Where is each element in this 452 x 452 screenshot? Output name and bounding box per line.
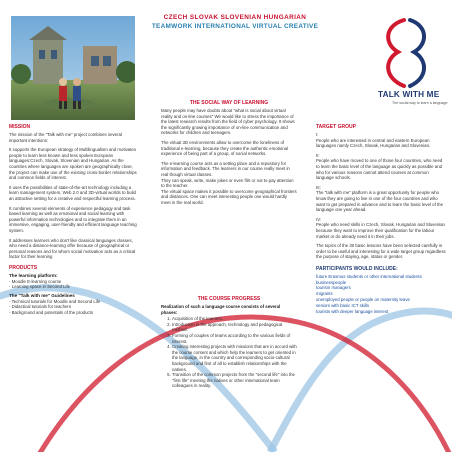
mission-paragraph-2: It supports the European strategy of Multilingualism and motivates people to learn less known and less spoken European languages:Czech, Slovak, Slovenian and Hungarian. As the countries where languages are spoken are geographically close, the project can make use of the existing cross-border relationships and common fields of interest. xyxy=(9,147,137,181)
virtual-world-photo xyxy=(11,16,135,120)
list-item: - Technical tutorials for Moodle and Second Life xyxy=(9,298,101,304)
list-item: tourists with deeper language interest xyxy=(316,308,389,314)
social-paragraph-4: They can speak, write, make jokes or even flirt or not to pay attention to the teacher. xyxy=(161,177,294,189)
right-column xyxy=(316,124,446,314)
target-text-4: People who need skills in Czech, Slovak, Hungarian and Slovenian because they want to improve their qualification for the labour market or do already need it in their jobs. xyxy=(316,222,445,239)
progress-step: 5. Transition of the common projects from the "second life" into the "first life" meeting the natives or other international team colleagues in reality. xyxy=(172,372,297,389)
target-heading: TARGET GROUP xyxy=(316,124,356,130)
list-item: migrants xyxy=(316,291,333,297)
mission-paragraph-5: It addresses learners who don't like classical languages classes, who need a distance-learning offer because of geographical or personal reasons and for whom social motivation acts as a critical factor for their learning xyxy=(9,237,136,260)
logo-tagline: The social way to learn a language xyxy=(392,101,448,105)
left-column xyxy=(9,124,137,315)
progress-step: 1. Acquisition of the learners. xyxy=(172,316,297,322)
middle-column xyxy=(161,100,297,210)
list-item: - Moodle E-learning course xyxy=(9,278,62,284)
progress-step: 4. Creating interesting projects with missions that are in accord with the course content and which help the learners to get oriented in the language, in the country and corresponding socio-cultural background and first of all to establish relationships with the natives. xyxy=(172,344,297,372)
mission-paragraph-3: It uses the possibilities of state-of-the-art technology including a learn management system, Web 2.0 and 3D-virtual worlds to build an attractive setting for a creative and respectful learning process. xyxy=(9,184,136,201)
list-item: tourism managers xyxy=(316,285,351,291)
talk-with-me-logo-icon xyxy=(374,16,446,92)
languages-line: CZECH SLOVAK SLOVENIAN HUNGARIAN xyxy=(163,14,307,21)
mission-paragraph-4: It combines several elements of experience pedagogy and task based learning as well as emotional and social learning with powerful information technologies and to integrate them in an immersive, engaging, user-friendly and efficient language teaching system. xyxy=(9,205,137,233)
progress-heading: THE COURSE PROGRESS xyxy=(197,296,261,302)
participants-heading: PARTICIPANTS WOULD INCLUDE: xyxy=(316,265,398,272)
guidelines-title: The "Talk with me" Guidelines xyxy=(9,292,75,298)
social-paragraph-1: Many people may have doubts about "what is social about virtual reality and on-line courses" We would like to stress the importance of the latest research results from the field of cyber psychology. It shows the significantly growing importance of on-line communication and networks for children and teenagers. xyxy=(161,108,295,136)
list-item: businesspeople xyxy=(316,279,347,285)
list-item: - Didactical tutorials for teachers xyxy=(9,304,72,310)
platform-list xyxy=(9,279,137,290)
blue-curve-right xyxy=(270,308,452,452)
guidelines-list xyxy=(9,299,137,316)
progress-steps xyxy=(161,316,297,389)
keywords-line: TEAMWORK INTERNATIONAL VIRTUAL CREATIVE xyxy=(151,23,319,30)
social-paragraph-3: The e-learning course acts as a setting place and a repository for information and feedback. The learners in our course really meet in real though virtual classes. xyxy=(161,160,290,177)
progress-step: 3. Forming of couples of teams according to the various fields of interest. xyxy=(172,333,297,344)
progress-intro: Realization of such a language course consists of several phases: xyxy=(161,304,281,315)
social-heading: THE SOCIAL WAY OF LEARNING xyxy=(189,100,269,106)
target-paragraph-5: The topics of the 30 basic lessons have been selected carefully in order to be useful and interesting for a wide target group regardless the purpose of staying, age, status or gender. xyxy=(316,243,446,260)
logo-title: TALK WITH ME xyxy=(378,90,440,99)
participants-list xyxy=(316,274,446,315)
list-item: unemployed people or people on maternity leave xyxy=(316,297,410,303)
list-item: - Learning space in Second Life xyxy=(9,284,71,290)
target-number-4: IV: xyxy=(316,216,322,222)
progress-step: 2. Introduction in the approach, technology and pedagogical method. xyxy=(172,322,297,333)
target-number-1: I: xyxy=(316,132,319,137)
platform-title: The learning platform: xyxy=(9,272,58,278)
target-text-1: People who are interested in central and eastern European languages namly Czech, Slovak, Hungarian and Slovenian. xyxy=(316,137,431,149)
target-text-3: The "talk with me" platform is a great opportunity for people who know they are going to live in one of the four countries and who want to get prepared in advance and to learn the basic level of the language one year ahead. xyxy=(316,190,444,213)
list-item: seniors with basic ICT skills xyxy=(316,302,370,308)
progress-section xyxy=(161,296,297,389)
mission-paragraph-1: The mission of the "Talk with me" project combines several important intentions: xyxy=(9,132,122,143)
target-text-2: People who have moved to one of those four countries, who need to learn the basic level of the language as quickly as possible and who for various reasons cannot attend courses at common language schools. xyxy=(316,158,443,181)
mission-heading: MISSION xyxy=(9,124,31,130)
list-item: future Erasmus students or other international students xyxy=(316,273,422,279)
products-heading: PRODUCTS xyxy=(9,264,38,271)
target-number-2: II: xyxy=(316,152,320,158)
list-item: - Background and potentials of the products xyxy=(9,309,94,315)
social-paragraph-2: The virtual 3D environments allow to overcome the loneliness of traditional e-learning, because they create the authentic emotional experience of being part of a group, of social networks. xyxy=(161,139,289,157)
social-paragraph-5: The virtual space makes it possible to overcome geographical frontiers and distances. One can meet interesting people one would hardly meet in the real world. xyxy=(161,188,297,205)
target-number-3: III: xyxy=(316,184,321,190)
